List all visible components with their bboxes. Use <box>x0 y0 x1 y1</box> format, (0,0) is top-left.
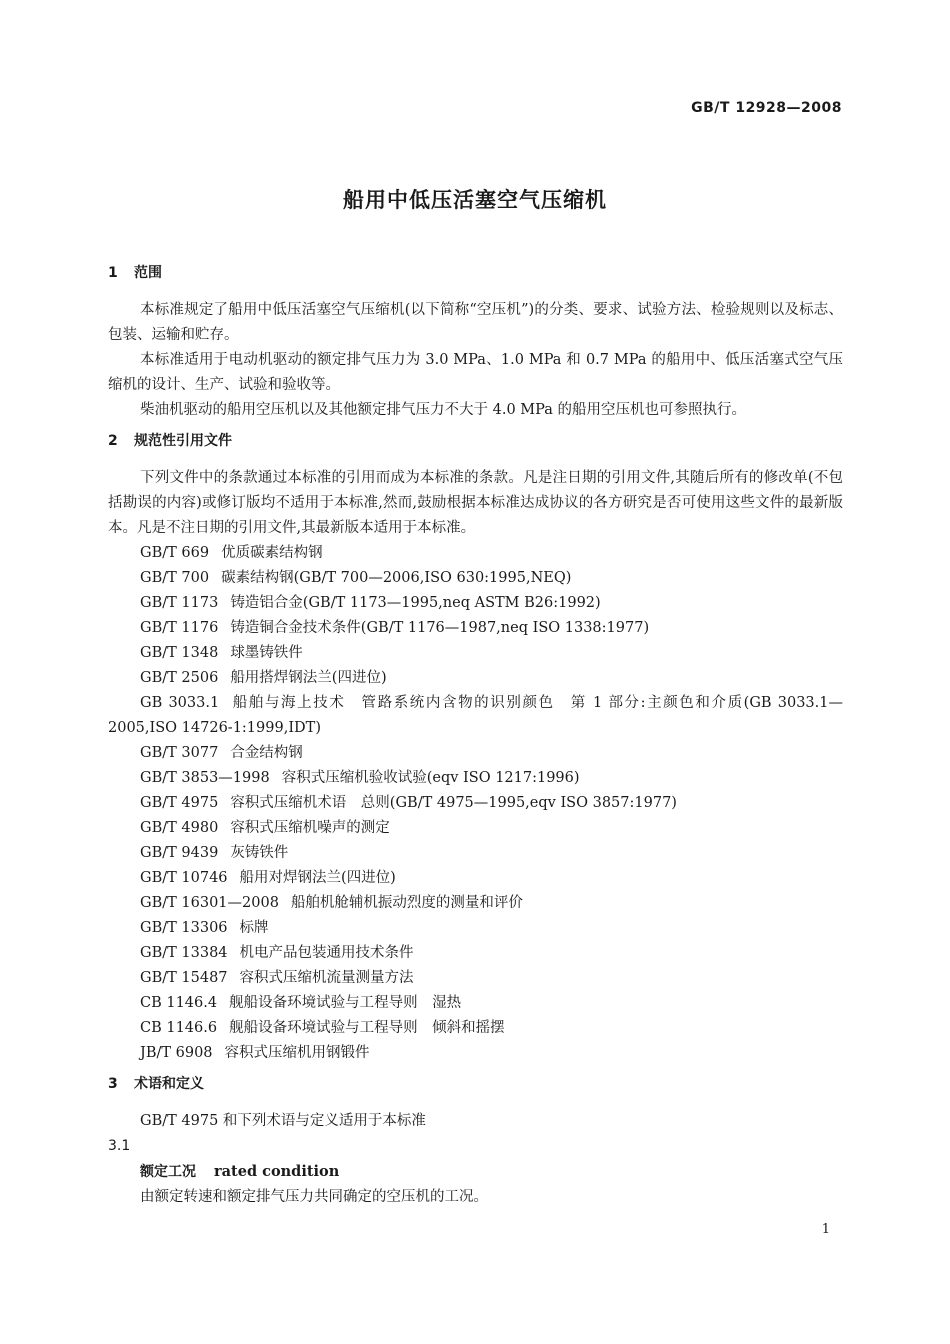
reference-item <box>108 1041 843 1066</box>
reference-item <box>108 616 843 641</box>
reference-code: CB 1146.4 <box>140 995 218 1011</box>
section-number: 2 <box>108 433 118 449</box>
reference-item <box>108 691 843 741</box>
reference-title: 球墨铸铁件 <box>230 645 303 661</box>
terms-intro: GB/T 4975 和下列术语与定义适用于本标准 <box>140 1113 426 1129</box>
reference-code: GB/T 9439 <box>140 845 219 861</box>
reference-title: 标牌 <box>239 920 269 936</box>
section-heading-terms <box>108 1072 843 1097</box>
reference-code: CB 1146.6 <box>140 1020 218 1036</box>
reference-item <box>108 866 843 891</box>
reference-code: GB/T 700 <box>140 570 210 586</box>
reference-code: GB/T 16301—2008 <box>140 895 279 911</box>
reference-title: 船用搭焊钢法兰(四进位) <box>230 670 387 686</box>
reference-title: 容积式压缩机流量测量方法 <box>239 970 414 986</box>
reference-title: 优质碳素结构钢 <box>221 545 323 561</box>
reference-code: GB/T 2506 <box>140 670 219 686</box>
reference-code: GB/T 15487 <box>140 970 228 986</box>
section-title: 范围 <box>134 265 162 281</box>
page-number: 1 <box>821 1222 830 1237</box>
reference-title: 船用对焊钢法兰(四进位) <box>239 870 396 886</box>
reference-item <box>108 741 843 766</box>
reference-code: GB/T 13384 <box>140 945 228 961</box>
reference-code: GB/T 10746 <box>140 870 228 886</box>
reference-code: GB 3033.1 <box>140 695 220 711</box>
reference-item <box>108 541 843 566</box>
reference-code: GB/T 4980 <box>140 820 219 836</box>
reference-item <box>108 641 843 666</box>
reference-code: GB/T 1176 <box>140 620 219 636</box>
reference-title: 铸造铜合金技术条件(GB/T 1176—1987,neq ISO 1338:1977) <box>230 620 650 636</box>
reference-code: GB/T 3077 <box>140 745 219 761</box>
section-heading-scope <box>108 261 843 286</box>
term-definition: 由额定转速和额定排气压力共同确定的空压机的工况。 <box>140 1189 488 1205</box>
reference-item <box>108 841 843 866</box>
reference-item <box>108 791 843 816</box>
reference-item <box>108 941 843 966</box>
scope-paragraph: 本标准规定了船用中低压活塞空气压缩机(以下简称“空压机”)的分类、要求、试验方法、检验规则以及标志、包装、运输和贮存。 <box>108 302 843 343</box>
reference-item <box>108 566 843 591</box>
reference-item <box>108 666 843 691</box>
reference-code: GB/T 13306 <box>140 920 228 936</box>
reference-item <box>108 1016 843 1041</box>
reference-code: GB/T 3853—1998 <box>140 770 270 786</box>
reference-item <box>108 591 843 616</box>
section-number: 3 <box>108 1076 118 1092</box>
reference-title: 碳素结构钢(GB/T 700—2006,ISO 630:1995,NEQ) <box>221 570 572 586</box>
term-english: rated condition <box>214 1163 340 1180</box>
reference-title: 船舶与海上技术 管路系统内含物的识别颜色 第 1 部分:主颜色和介质(GB 3033.1—2005,ISO 14726-1:1999,IDT) <box>108 695 843 736</box>
scope-paragraph: 本标准适用于电动机驱动的额定排气压力为 3.0 MPa、1.0 MPa 和 0.7 MPa 的船用中、低压活塞式空气压缩机的设计、生产、试验和验收等。 <box>108 352 843 393</box>
reference-title: 容积式压缩机噪声的测定 <box>230 820 390 836</box>
reference-code: GB/T 1173 <box>140 595 219 611</box>
section-title: 术语和定义 <box>134 1076 204 1092</box>
reference-item <box>108 891 843 916</box>
reference-code: GB/T 1348 <box>140 645 219 661</box>
reference-title: 合金结构钢 <box>230 745 303 761</box>
document-body <box>108 258 843 1210</box>
document-title: 船用中低压活塞空气压缩机 <box>343 188 607 212</box>
reference-item <box>108 991 843 1016</box>
reference-item <box>108 966 843 991</box>
term-chinese: 额定工况 <box>140 1164 196 1180</box>
reference-title: 舰船设备环境试验与工程导则 倾斜和摇摆 <box>229 1020 505 1036</box>
reference-code: GB/T 4975 <box>140 795 219 811</box>
reference-title: 铸造铝合金(GB/T 1173—1995,neq ASTM B26:1992) <box>230 595 601 611</box>
section-heading-normative-references <box>108 429 843 454</box>
reference-title: 灰铸铁件 <box>230 845 289 861</box>
reference-title: 舰船设备环境试验与工程导则 湿热 <box>229 995 462 1011</box>
reference-title: 容积式压缩机验收试验(eqv ISO 1217:1996) <box>281 770 580 786</box>
standard-number: GB/T 12928—2008 <box>691 100 842 116</box>
reference-title: 船舶机舱辅机振动烈度的测量和评价 <box>290 895 523 911</box>
subsection-number: 3.1 <box>108 1138 131 1154</box>
reference-code: JB/T 6908 <box>140 1045 213 1061</box>
reference-title: 容积式压缩机术语 总则(GB/T 4975—1995,eqv ISO 3857:1977) <box>230 795 677 811</box>
reference-item <box>108 816 843 841</box>
section-number: 1 <box>108 265 118 281</box>
scope-paragraph: 柴油机驱动的船用空压机以及其他额定排气压力不大于 4.0 MPa 的船用空压机也可参照执行。 <box>140 402 746 418</box>
references-intro: 下列文件中的条款通过本标准的引用而成为本标准的条款。凡是注日期的引用文件,其随后所有的修改单(不包括勘误的内容)或修订版均不适用于本标准,然而,鼓励根据本标准达成协议的各方研究是否可使用这些文件的最新版本。凡是不注日期的引用文件,其最新版本适用于本标准。 <box>108 470 843 536</box>
term-entry <box>108 1159 843 1185</box>
reference-code: GB/T 669 <box>140 545 210 561</box>
reference-title: 容积式压缩机用钢锻件 <box>224 1045 370 1061</box>
reference-item <box>108 916 843 941</box>
section-title: 规范性引用文件 <box>134 433 232 449</box>
reference-title: 机电产品包装通用技术条件 <box>239 945 414 961</box>
reference-item <box>108 766 843 791</box>
